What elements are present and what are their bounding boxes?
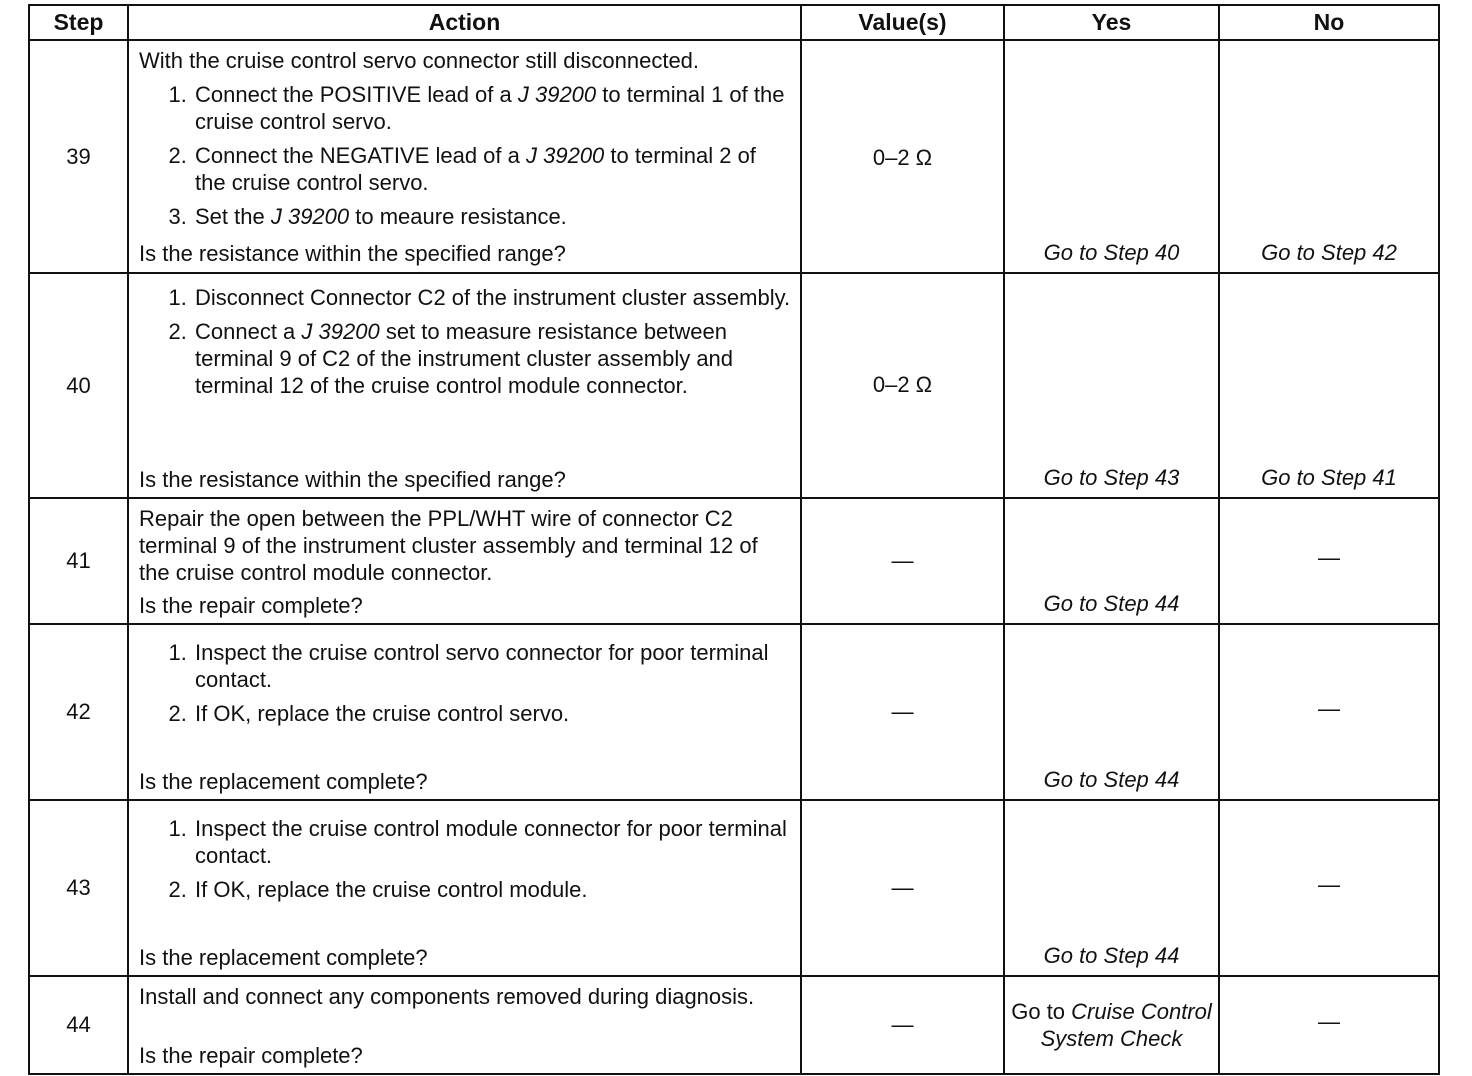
table-row: [29, 498, 1439, 624]
action-step: 2. Connect a J 39200 set to measure resistance between terminal 9 of C2 of the instrument cluster assembly and terminal 12 of the cruise control module connector.: [193, 318, 792, 399]
action-question: Is the replacement complete?: [139, 769, 428, 794]
action-steps: [139, 81, 792, 230]
yes-link[interactable]: Go to Step 44: [1004, 800, 1219, 976]
diagnostic-table: [28, 4, 1440, 1075]
step-number: 44: [29, 976, 128, 1074]
action-steps: [139, 284, 792, 399]
action-intro: Repair the open between the PPL/WHT wire of connector C2 terminal 9 of the instrument cluster assembly and terminal 12 of the cruise control module connector.: [139, 506, 758, 585]
action-cell: [128, 624, 801, 800]
action-step: 1. Inspect the cruise control servo connector for poor terminal contact.: [193, 639, 792, 693]
action-cell: [128, 40, 801, 273]
action-cell: [128, 800, 801, 976]
action-step: 3. Set the J 39200 to meaure resistance.: [193, 203, 792, 230]
table-row: [29, 800, 1439, 976]
value-cell: —: [801, 498, 1004, 624]
value-cell: —: [801, 800, 1004, 976]
value-cell: —: [801, 976, 1004, 1074]
action-steps: [139, 815, 792, 903]
action-step: 1. Disconnect Connector C2 of the instrument cluster assembly.: [193, 284, 792, 311]
action-question: Is the replacement complete?: [139, 945, 428, 970]
table-row: [29, 976, 1439, 1074]
yes-link[interactable]: Go to Step 44: [1004, 624, 1219, 800]
yes-link[interactable]: Go to Step 44: [1004, 498, 1219, 624]
table-row: [29, 40, 1439, 273]
step-number: 39: [29, 40, 128, 273]
action-cell: [128, 976, 801, 1074]
step-number: 43: [29, 800, 128, 976]
header-step: Step: [29, 5, 128, 40]
header-values: Value(s): [801, 5, 1004, 40]
action-question: Is the resistance within the specified range?: [139, 467, 566, 492]
action-step: 2. If OK, replace the cruise control servo.: [193, 700, 792, 727]
action-intro: Install and connect any components removed during diagnosis.: [139, 984, 755, 1009]
action-cell: [128, 273, 801, 498]
no-value: —: [1219, 976, 1439, 1074]
action-step: 2. If OK, replace the cruise control module.: [193, 876, 792, 903]
yes-link[interactable]: Go to Cruise Control System Check: [1004, 976, 1219, 1074]
action-cell: [128, 498, 801, 624]
action-step: 2. Connect the NEGATIVE lead of a J 39200 to terminal 2 of the cruise control servo.: [193, 142, 792, 196]
header-yes: Yes: [1004, 5, 1219, 40]
value-cell: 0–2 Ω: [801, 273, 1004, 498]
value-cell: —: [801, 624, 1004, 800]
action-step: 1. Inspect the cruise control module connector for poor terminal contact.: [193, 815, 792, 869]
header-no: No: [1219, 5, 1439, 40]
no-value: —: [1219, 624, 1439, 800]
table-row: [29, 273, 1439, 498]
header-action: Action: [128, 5, 801, 40]
step-number: 41: [29, 498, 128, 624]
step-number: 42: [29, 624, 128, 800]
yes-link[interactable]: Go to Step 43: [1004, 273, 1219, 498]
action-steps: [139, 639, 792, 727]
step-number: 40: [29, 273, 128, 498]
no-value: —: [1219, 498, 1439, 624]
no-link[interactable]: Go to Step 41: [1219, 273, 1439, 498]
yes-link[interactable]: Go to Step 40: [1004, 40, 1219, 273]
value-cell: 0–2 Ω: [801, 40, 1004, 273]
action-question: Is the resistance within the specified range?: [139, 241, 566, 266]
table-row: [29, 624, 1439, 800]
no-link[interactable]: Go to Step 42: [1219, 40, 1439, 273]
action-question: Is the repair complete?: [139, 593, 363, 618]
action-step: 1. Connect the POSITIVE lead of a J 39200 to terminal 1 of the cruise control servo.: [193, 81, 792, 135]
action-intro: With the cruise control servo connector still disconnected.: [139, 48, 700, 73]
header-row: [29, 5, 1439, 40]
no-value: —: [1219, 800, 1439, 976]
action-question: Is the repair complete?: [139, 1043, 363, 1068]
